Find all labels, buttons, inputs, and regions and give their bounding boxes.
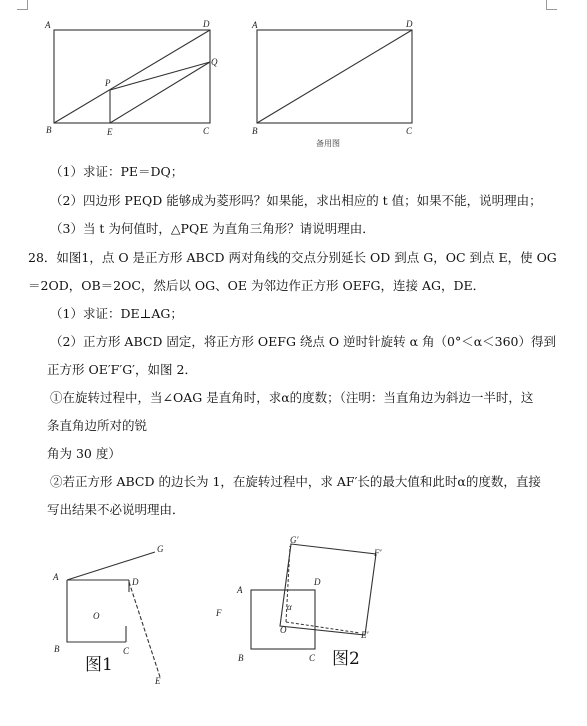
figure-caption: 备用图 bbox=[316, 139, 340, 148]
label-F-prime: F′ bbox=[374, 548, 382, 558]
label-B: B bbox=[54, 644, 60, 654]
label-D: D bbox=[406, 19, 413, 29]
label-E: E bbox=[155, 676, 161, 686]
label-G: G bbox=[157, 544, 164, 554]
label-O: O bbox=[280, 625, 287, 635]
page-corner-mark bbox=[17, 0, 28, 10]
figure-2-rotated-squares bbox=[210, 530, 385, 680]
figure-caption: 图2 bbox=[332, 649, 360, 669]
page-corner-mark bbox=[546, 0, 557, 10]
figure-caption: 图1 bbox=[85, 655, 113, 675]
label-E: E bbox=[107, 127, 113, 137]
label-C: C bbox=[123, 646, 130, 656]
label-E-prime: E′ bbox=[361, 630, 369, 640]
label-B: B bbox=[252, 126, 258, 136]
label-C: C bbox=[203, 126, 210, 136]
q28-sub1-line1: ①在旋转过程中，当∠OAG 是直角时，求α的度数；（注明：当直角边为斜边一半时，这 bbox=[50, 390, 534, 405]
q28-part2-line2: 正方形 OE′F′G′，如图 2． bbox=[47, 362, 197, 377]
q28-sub2-line2: 写出结果不必说明理由． bbox=[47, 502, 185, 517]
q28-part1: （1）求证：DE⊥AG； bbox=[50, 306, 183, 321]
label-D: D bbox=[132, 577, 139, 587]
q27-part1: （1）求证：PE＝DQ； bbox=[50, 164, 184, 179]
label-A: A bbox=[45, 20, 51, 30]
label-C: C bbox=[309, 653, 316, 663]
label-F: F bbox=[216, 608, 222, 618]
label-D: D bbox=[203, 19, 210, 29]
label-A: A bbox=[237, 585, 243, 595]
q27-part3: （3）当 t 为何值时，△PQE 为直角三角形？请说明理由． bbox=[50, 221, 375, 236]
q28-sub1-line2: 条直角边所对的锐 bbox=[47, 418, 148, 433]
figure-rectangle-pqe bbox=[40, 15, 225, 145]
q28-part2-line1: （2）正方形 ABCD 固定，将正方形 OEFG 绕点 O 逆时针旋转 α 角（0°＜α＜360）得到 bbox=[50, 334, 556, 349]
label-A: A bbox=[53, 572, 59, 582]
label-O: O bbox=[93, 611, 100, 621]
label-alpha: α bbox=[287, 602, 292, 612]
label-Q: Q bbox=[211, 57, 218, 67]
figure-backup-rectangle bbox=[245, 15, 425, 153]
q28-sub1-line3: 角为 30 度） bbox=[47, 446, 121, 461]
label-B: B bbox=[46, 125, 52, 135]
q28-sub2-line1: ②若正方形 ABCD 的边长为 1，在旋转过程中，求 AF′长的最大值和此时α的度数，直接 bbox=[50, 474, 541, 489]
label-B: B bbox=[238, 653, 244, 663]
label-P: P bbox=[105, 78, 111, 88]
q28-stem-line2: ＝2OD，OB＝2OC，然后以 OG、OE 为邻边作正方形 OEFG，连接 AG，DE． bbox=[28, 278, 486, 293]
label-C: C bbox=[406, 126, 413, 136]
label-G-prime: G′ bbox=[290, 535, 299, 545]
label-D: D bbox=[314, 577, 321, 587]
figure-1-squares bbox=[45, 540, 180, 690]
q28-stem-line1: 28．如图1，点 O 是正方形 ABCD 两对角线的交点分别延长 OD 到点 G，OC 到点 E，使 OG bbox=[28, 250, 557, 265]
q27-part2: （2）四边形 PEQD 能够成为菱形吗？如果能，求出相应的 t 值；如果不能，说明理由； bbox=[50, 193, 542, 208]
label-A: A bbox=[252, 20, 258, 30]
